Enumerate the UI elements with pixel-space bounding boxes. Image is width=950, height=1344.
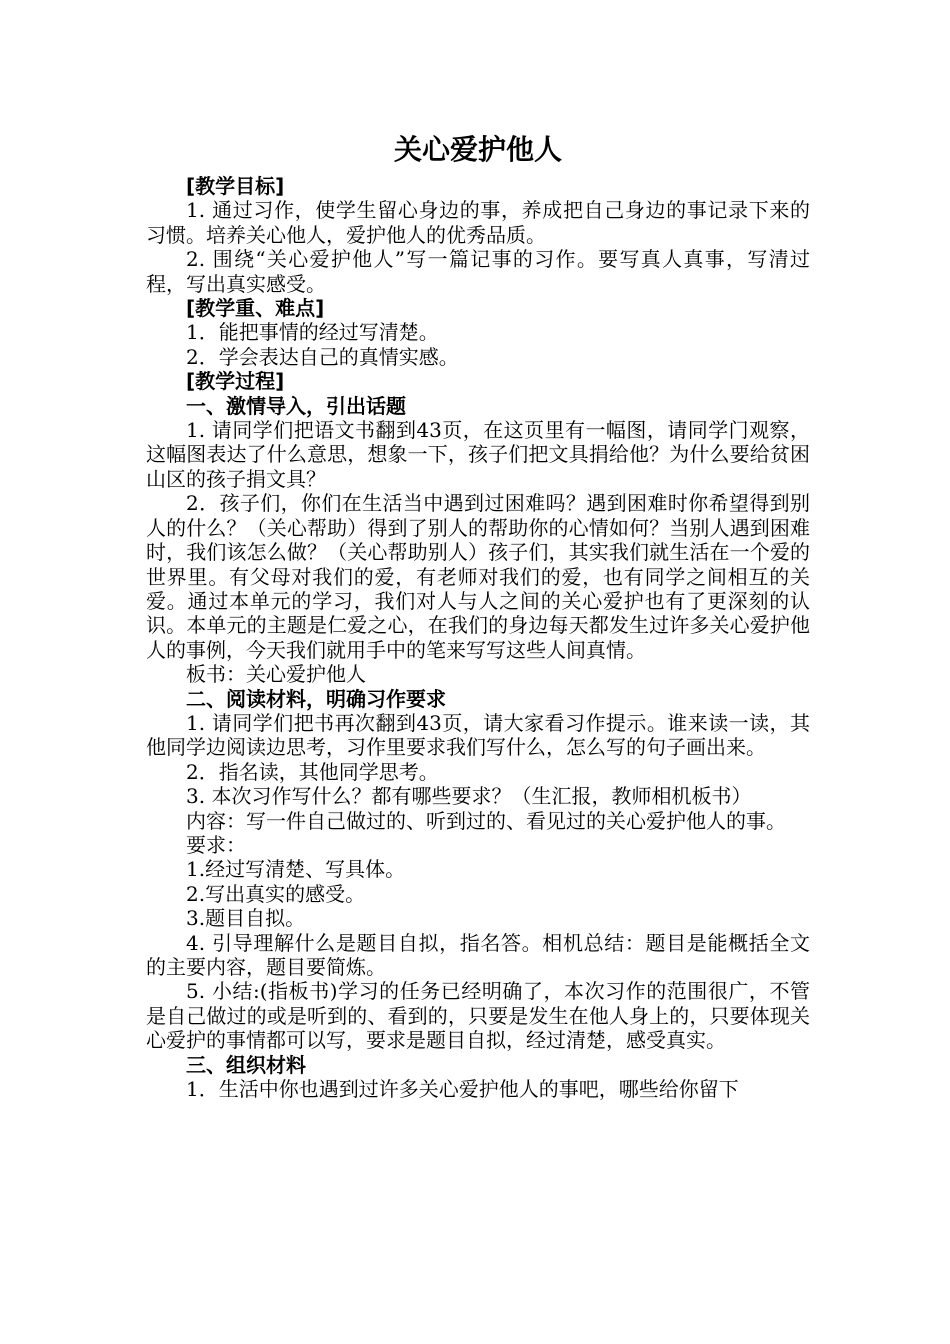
paragraph: 1. 通过习作，使学生留心身边的事，养成把自己身边的事记录下来的习惯。培养关心他人，爱护他人的优秀品质。 xyxy=(146,198,810,247)
paragraph: 2．孩子们，你们在生活当中遇到过困难吗？遇到困难时你希望得到别人的什么？（关心帮助）得到了别人的帮助你的心情如何？当别人遇到困难时，我们该怎么做？（关心帮助别人）孩子们，其实我们就生活在一个爱的世界里。有父母对我们的爱，有老师对我们的爱，也有同学之间相互的关爱。通过本单元的学习，我们对人与人之间的关心爱护也有了更深刻的认识。本单元的主题是仁爱之心，在我们的身边每天都发生过许多关心爱护他人的事例，今天我们就用手中的笔来写写这些人间真情。 xyxy=(146,491,810,662)
paragraph: 要求： xyxy=(186,832,246,857)
paragraph: 5. 小结:(指板书)学习的任务已经明确了，本次习作的范围很广，不管是自己做过的或是听到的、看到的，只要是发生在他人身上的，只要体现关心爱护的事情都可以写，要求是题目自拟，经过清楚，感受真实。 xyxy=(146,979,810,1053)
section-heading: [教学重、难点] xyxy=(186,296,325,321)
document-body xyxy=(146,130,810,1101)
paragraph: 4. 引导理解什么是题目自拟，指名答。相机总结：题目是能概括全文的主要内容，题目要简炼。 xyxy=(146,930,810,979)
paragraph: 1．生活中你也遇到过许多关心爱护他人的事吧，哪些给你留下 xyxy=(186,1077,739,1102)
paragraph: 3. 本次习作写什么？都有哪些要求？（生汇报，教师相机板书） xyxy=(186,784,752,809)
paragraph: 内容：写一件自己做过的、听到过的、看见过的关心爱护他人的事。 xyxy=(186,808,786,833)
paragraph: 1. 请同学们把语文书翻到43页，在这页里有一幅图，请同学门观察，这幅图表达了什么意思，想象一下，孩子们把文具捐给他？为什么要给贫困山区的孩子捐文具？ xyxy=(146,418,810,491)
document-title: 关心爱护他人 xyxy=(393,133,562,166)
paragraph: 2. 围绕“关心爱护他人”写一篇记事的习作。要写真人真事，写清过程，写出真实感受。 xyxy=(146,247,810,296)
paragraph: 1．能把事情的经过写清楚。 xyxy=(186,320,439,345)
paragraph: 板书：关心爱护他人 xyxy=(186,662,366,687)
paragraph: 2．学会表达自己的真情实感。 xyxy=(186,344,459,369)
paragraph: 3.题目自拟。 xyxy=(186,906,306,931)
paragraph: 2．指名读，其他同学思考。 xyxy=(186,759,439,784)
paragraph: 2.写出真实的感受。 xyxy=(186,881,366,906)
section-heading: 三、组织材料 xyxy=(186,1052,306,1077)
section-heading: [教学目标] xyxy=(186,174,285,198)
paragraph: 1. 请同学们把书再次翻到43页，请大家看习作提示。谁来读一读，其他同学边阅读边思考，习作里要求我们写什么，怎么写的句子画出来。 xyxy=(146,710,810,760)
section-heading: [教学过程] xyxy=(186,369,285,394)
document-blocks xyxy=(146,174,810,1101)
section-heading: 二、阅读材料，明确习作要求 xyxy=(186,686,446,711)
section-heading: 一、激情导入，引出话题 xyxy=(186,393,406,418)
paragraph: 1.经过写清楚、写具体。 xyxy=(186,857,406,882)
